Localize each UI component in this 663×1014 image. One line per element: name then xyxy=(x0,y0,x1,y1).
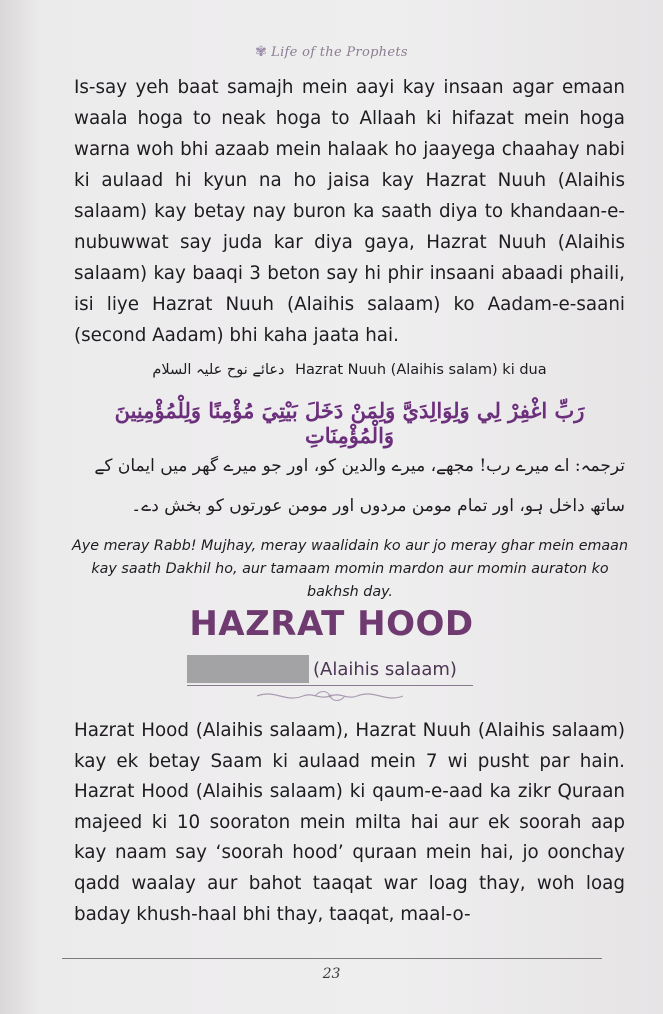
redacted-calligraphy-block xyxy=(187,655,309,683)
section-subheading: (Alaihis salaam) xyxy=(313,658,457,680)
arabic-calligraphy-ornament-icon: ✾ xyxy=(255,44,268,60)
body-paragraph-hood: Hazrat Hood (Alaihis salaam), Hazrat Nuuh (Alaihis salaam) kay ek betay Saam ki aulaad mein 7 wi pusht par hain. Hazrat Hood (Alaihis salaam) ki qaum-e-aad ka zikr Quraan majeed ki 10 sooraton mein milta hai aur ek soorah aap kay naam say ‘soorah hood’ quraan mein hai, jo oonchay qadd waalay aur bahot taaqat war loag thay, woh loag baday khush-haal bhi thay, taaqat, maal-o- xyxy=(74,720,625,925)
dua-title-urdu: دعائے نوح علیہ السلام xyxy=(152,362,285,378)
page-number: 23 xyxy=(322,966,341,982)
dua-urdu-translation: ترجمہ: اے میرے رب! مجھے، میرے والدین کو، اور جو میرے گھر میں ایمان کے ساتھ داخل ہو، اور تمام مومن مردوں اور مومن عورتوں کو بخش دے۔ xyxy=(94,456,625,516)
subheading-underline xyxy=(187,685,473,686)
dua-title xyxy=(74,362,625,378)
section-heading: HAZRAT HOOD xyxy=(189,604,474,644)
running-header xyxy=(0,44,663,60)
decorative-flourish-icon xyxy=(255,687,405,705)
dua-title-roman: Hazrat Nuuh (Alaihis salam) ki dua xyxy=(295,362,547,378)
running-title: Life of the Prophets xyxy=(271,45,408,60)
section-subheading-row xyxy=(187,654,457,684)
footer-rule xyxy=(62,958,602,959)
dua-roman-translation: Aye meray Rabb! Mujhay, meray waalidain ko aur jo meray ghar mein emaan kay saath Dakhil ho, aur tamaam momin mardon aur momin auraton ko bakhsh day. xyxy=(71,538,628,600)
dua-arabic-text: رَبِّ اغْفِرْ لِي وَلِوَالِدَيَّ وَلِمَنْ دَخَلَ بَيْتِيَ مُؤْمِنًا وَلِلْمُؤْمِنِينَ وَالْمُؤْمِنَاتِ xyxy=(114,398,585,448)
body-paragraph-intro: Is-say yeh baat samajh mein aayi kay insaan agar emaan waala hoga to neak hoga to Allaah ki hifazat mein hoga warna woh bhi azaab mein halaak ho jaayega chaahay nabi ki aulaad hi kyun na ho jaisa kay Hazrat Nuuh (Alaihis salaam) kay betay nay buron ka saath diya to khandaan-e-nubuwwat say juda kar diya gaya, Hazrat Nuuh (Alaihis salaam) kay baaqi 3 beton say hi phir insaani abaadi phaili, isi liye Hazrat Nuuh (Alaihis salaam) ko Aadam-e-saani (second Aadam) bhi kaha jaata hai. xyxy=(74,77,625,346)
